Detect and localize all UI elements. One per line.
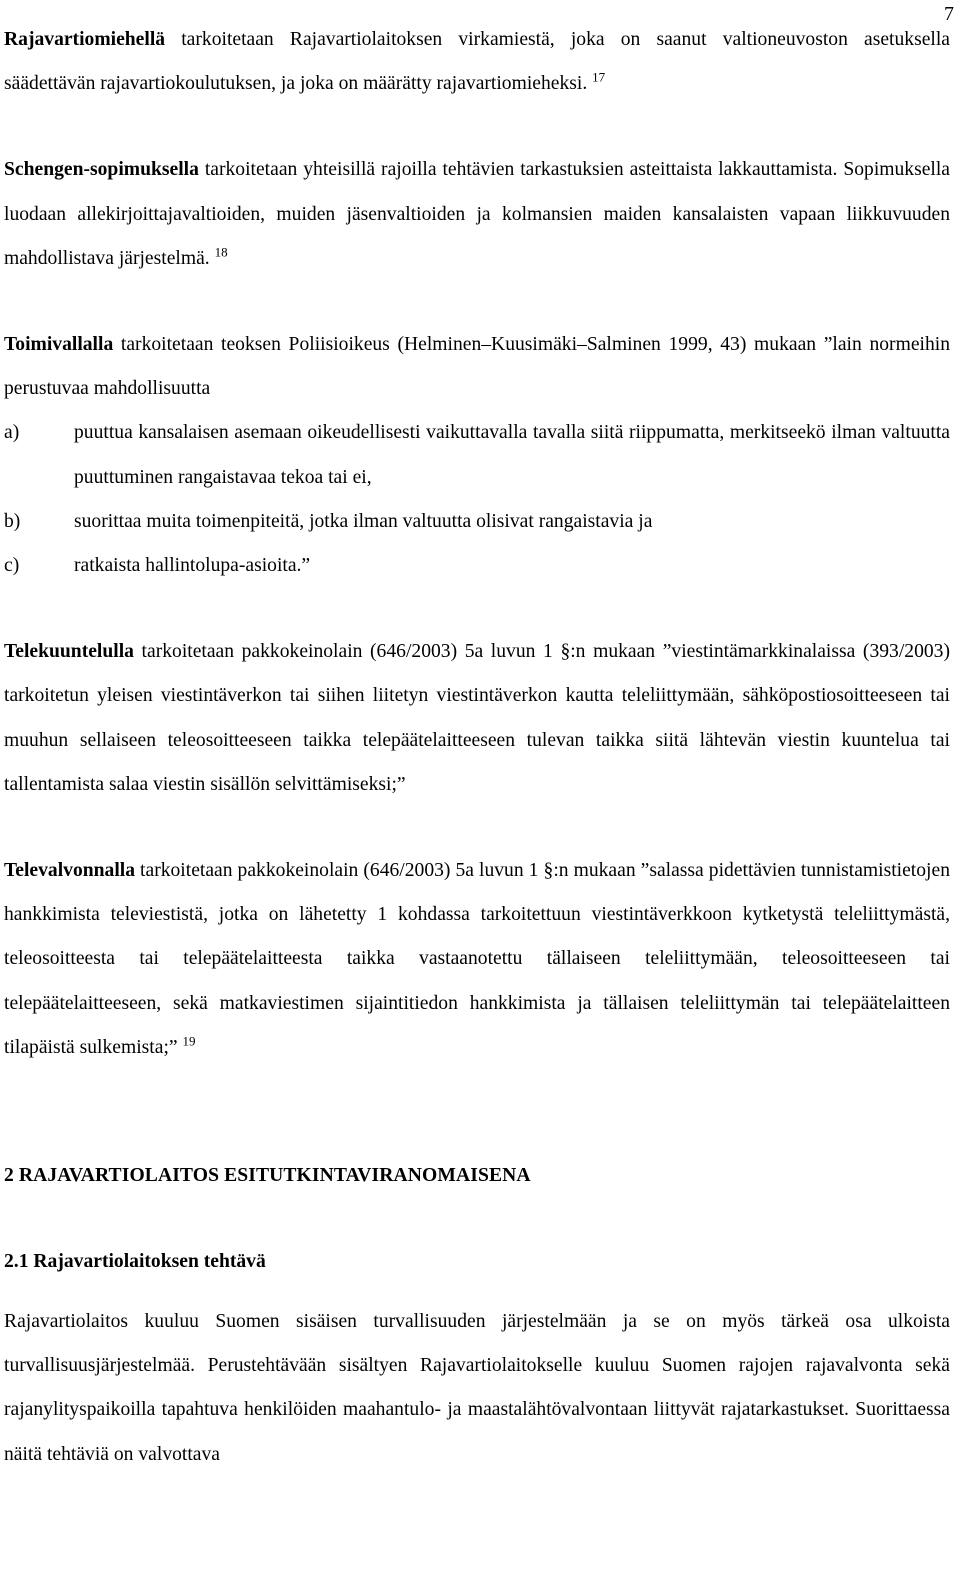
- section-gap: [4, 1070, 950, 1154]
- definition-term: Televalvonnalla: [4, 860, 136, 882]
- list-item-text: suorittaa muita toimenpiteitä, jotka ilman valtuutta olisivat rangaistavia ja: [74, 510, 653, 532]
- list-item: [4, 411, 950, 499]
- definition-text: tarkoitetaan pakkokeinolain (646/2003) 5a luvun 1 §:n mukaan ”salassa pidettävien tunnistamistietojen hankkimista televiestistä, jotka on lähetetty 1 kohdassa tarkoitettuun viestintäverkkoon kytketystä teleliittymästä, teleosoitteesta tai telepäätelaitteesta taikka vastaanotettu tällaiseen teleliittymään, teleosoitteeseen tai telepäätelaitteeseen, sekä matkaviestimen sijaintitiedon hankkimista ja tällaisen teleliittymän tai telepäätelaitteen tilapäistä sulkemista;”: [4, 860, 950, 1058]
- heading-gap: [4, 1284, 950, 1300]
- paragraph-gap: [4, 588, 950, 630]
- section-paragraph: Rajavartiolaitos kuuluu Suomen sisäisen turvallisuuden järjestelmään ja se on myös tärkeä osa ulkoista turvallisuusjärjestelmää. Perustehtävään sisältyen Rajavartiolaitokselle kuuluu Suomen rajojen rajavalvonta sekä rajanylityspaikoilla tapahtuva henkilöiden maahantulo- ja maastalähtövalvontaan liittyvät rajatarkastukset. Suorittaessa näitä tehtäviä on valvottava: [4, 1311, 950, 1465]
- definition-text: tarkoitetaan yhteisillä rajoilla tehtävien tarkastuksien asteittaista lakkauttamista. Sopimuksella luodaan allekirjoittajavaltioiden, muiden jäsenvaltioiden ja kolmansien maiden kansalaisten vapaan liikkuvuuden mahdollistava järjestelmä.: [4, 159, 950, 269]
- list-item-text: puuttua kansalaisen asemaan oikeudellisesti vaikuttavalla tavalla siitä riippumatta, merkitseekö ilman valtuutta puuttuminen rangaistavaa tekoa tai ei,: [74, 422, 950, 488]
- definition-term: Toimivallalla: [4, 334, 114, 356]
- definition-text: tarkoitetaan Rajavartiolaitoksen virkamiestä, joka on saanut valtioneuvoston asetuksella säädettävän rajavartiokoulutuksen, ja joka on määrätty rajavartiomieheksi.: [4, 29, 950, 95]
- paragraph-gap: [4, 106, 950, 148]
- definition-text: tarkoitetaan teoksen Poliisioikeus (Helminen–Kuusimäki–Salminen 1999, 43) mukaan ”lain normeihin perustuvaa mahdollisuutta: [4, 334, 950, 400]
- definition-schengen: [4, 148, 950, 281]
- list-item: [4, 544, 950, 588]
- paragraph-gap: [4, 281, 950, 323]
- document-body: [4, 18, 950, 1477]
- list-item: [4, 500, 950, 544]
- section-heading: 2.1 Rajavartiolaitoksen tehtävä: [4, 1251, 266, 1273]
- definition-term: Schengen-sopimuksella: [4, 159, 199, 181]
- definition-term: Telekuuntelulla: [4, 641, 134, 663]
- footnote-ref[interactable]: 19: [182, 1033, 196, 1049]
- paragraph-gap: [4, 807, 950, 849]
- definition-term: Rajavartiomiehellä: [4, 29, 166, 50]
- footnote-ref[interactable]: 17: [592, 69, 606, 85]
- definition-telekuuntelu: [4, 630, 950, 807]
- heading-gap: [4, 1198, 950, 1240]
- definition-toimivalta: [4, 323, 950, 411]
- definition-text: tarkoitetaan pakkokeinolain (646/2003) 5a luvun 1 §:n mukaan ”viestintämarkkinalaissa (393/2003) tarkoitetun yleisen viestintäverkon tai siihen liitetyn viestintäverkon kautta teleliittymään, sähköpostiosoitteeseen tai muuhun sellaiseen teleosoitteeseen taikka telepäätelaitteeseen tulevan taikka siitä lähtevän viestin kuuntelua tai tallentamista salaa viestin sisällön selvittämiseksi;”: [4, 641, 950, 795]
- list-item-text: ratkaista hallintolupa-asioita.”: [74, 555, 311, 577]
- footnote-ref[interactable]: 18: [214, 244, 228, 260]
- definition-rajavartiomies: [4, 18, 950, 106]
- list-marker: c): [4, 555, 20, 577]
- definition-televalvonta: [4, 849, 950, 1070]
- chapter-heading: 2 RAJAVARTIOLAITOS ESITUTKINTAVIRANOMAISENA: [4, 1165, 531, 1187]
- page-number: 7: [944, 3, 954, 25]
- toimivalta-list: [4, 411, 950, 588]
- list-marker: a): [4, 422, 20, 444]
- list-marker: b): [4, 510, 21, 532]
